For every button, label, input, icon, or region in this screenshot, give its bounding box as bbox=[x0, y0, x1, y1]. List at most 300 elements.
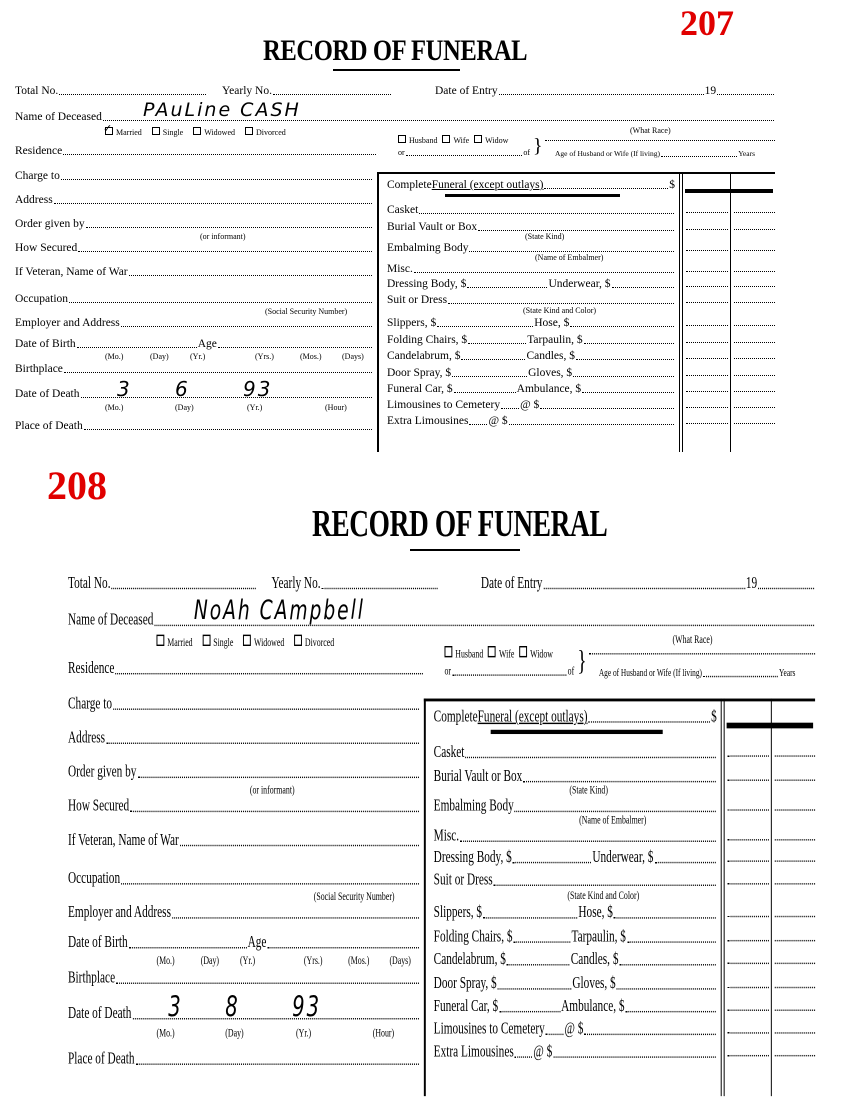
door-gloves-field-leader[interactable] bbox=[617, 988, 716, 989]
casket-field-label: Casket bbox=[433, 743, 465, 762]
limousines-field-leader[interactable] bbox=[546, 1034, 564, 1035]
dressing-underwear-field-leader[interactable] bbox=[612, 287, 674, 288]
occupation-field-leader[interactable] bbox=[121, 883, 419, 884]
spouse-option-label: Wife bbox=[453, 136, 470, 145]
suit-or-dress-field-label: Suit or Dress bbox=[387, 294, 448, 306]
spouse-name-field[interactable] bbox=[444, 662, 574, 680]
total-no-field-label: Total No. bbox=[15, 85, 59, 97]
casket-field[interactable] bbox=[434, 744, 717, 762]
limousines-field-leader[interactable] bbox=[501, 408, 519, 409]
embalming-field[interactable] bbox=[434, 798, 717, 816]
funeral-car-ambulance-field[interactable] bbox=[387, 383, 675, 396]
dressing-underwear-field-leader[interactable] bbox=[513, 862, 592, 863]
spouse-option[interactable] bbox=[398, 135, 437, 145]
order-given-by-field[interactable] bbox=[15, 218, 373, 231]
total-no-field-label: Total No. bbox=[68, 575, 111, 593]
amount-cents-field[interactable] bbox=[734, 391, 775, 392]
casket-field-label: Casket bbox=[387, 204, 419, 216]
amount-dollars-field[interactable] bbox=[686, 250, 728, 251]
amount-dollars-field[interactable] bbox=[728, 883, 769, 884]
marital-status-options bbox=[103, 123, 286, 137]
suit-or-dress-field[interactable] bbox=[434, 872, 717, 890]
handwritten-underline bbox=[445, 194, 620, 197]
marital-option-label: Widowed bbox=[254, 636, 285, 649]
charges-box-left-border bbox=[377, 172, 379, 452]
residence-field-label: Residence bbox=[68, 660, 115, 678]
dollar-sign: $ bbox=[711, 708, 717, 726]
how-secured-field-leader[interactable] bbox=[130, 811, 419, 812]
occupation-field[interactable] bbox=[68, 870, 420, 888]
deceased-name-handwritten: NoAh CAmpbell bbox=[193, 594, 365, 627]
marital-option[interactable] bbox=[152, 127, 183, 137]
death-day-handwritten: 6 bbox=[175, 377, 190, 401]
limousines-field-leader[interactable] bbox=[540, 408, 674, 409]
amount-dollars-field[interactable] bbox=[728, 779, 769, 780]
yearly-no-field-leader[interactable] bbox=[322, 588, 438, 589]
complete-label: Complete bbox=[433, 708, 478, 726]
funeral-car-ambulance-field-leader[interactable] bbox=[499, 1011, 560, 1012]
funeral-car-ambulance-field[interactable] bbox=[434, 998, 717, 1016]
date-of-entry-field-leader[interactable] bbox=[543, 588, 745, 589]
amount-cents-field[interactable] bbox=[775, 883, 815, 884]
spouse-options bbox=[398, 135, 508, 145]
marital-option[interactable] bbox=[294, 635, 334, 649]
place-of-death-field-leader[interactable] bbox=[136, 1063, 419, 1064]
spouse-option-label: Husband bbox=[455, 647, 484, 661]
amount-cents-field[interactable] bbox=[734, 229, 775, 230]
folding-tarpaulin-field-leader[interactable] bbox=[513, 941, 570, 942]
amount-dollars-field[interactable] bbox=[686, 342, 728, 343]
deceased-name-handwritten: PAuLine CASH bbox=[143, 99, 301, 121]
spouse-option[interactable] bbox=[444, 646, 483, 660]
checkbox-icon bbox=[442, 135, 450, 143]
door-gloves-field-leader[interactable] bbox=[573, 376, 674, 377]
marital-option-label: Single bbox=[162, 128, 184, 137]
extra-limousines-field-leader[interactable] bbox=[469, 424, 487, 425]
veteran-field-leader[interactable] bbox=[180, 845, 419, 846]
date-of-death-field[interactable] bbox=[15, 388, 373, 401]
age-of-spouse-field[interactable] bbox=[555, 147, 755, 160]
state-kind-color-caption: (State Kind and Color) bbox=[567, 888, 640, 902]
amount-cents-field[interactable] bbox=[775, 916, 815, 917]
marital-option-label: Married bbox=[116, 128, 142, 137]
years-label: Years bbox=[738, 149, 755, 158]
occupation-field[interactable] bbox=[15, 293, 373, 306]
birthplace-field-label: Birthplace bbox=[15, 363, 63, 375]
total-no-field[interactable] bbox=[15, 85, 207, 98]
checkbox-icon bbox=[294, 635, 302, 646]
address-field[interactable] bbox=[68, 730, 420, 748]
residence-field-leader[interactable] bbox=[63, 154, 376, 155]
how-secured-field-leader[interactable] bbox=[78, 251, 372, 252]
folding-tarpaulin-field-leader[interactable] bbox=[468, 343, 526, 344]
date-of-entry-field-leader[interactable] bbox=[758, 588, 814, 589]
marital-option[interactable] bbox=[243, 635, 284, 649]
birthplace-field[interactable] bbox=[68, 970, 420, 988]
funeral-car-ambulance-field-leader[interactable] bbox=[626, 1011, 716, 1012]
dressing-underwear-field-label: Dressing Body, $ bbox=[433, 849, 512, 867]
date-of-birth-field-leader[interactable] bbox=[267, 947, 419, 948]
charge-to-field-label: Charge to bbox=[15, 170, 60, 182]
extra-limousines-field[interactable] bbox=[434, 1044, 717, 1062]
complete-funeral-field[interactable] bbox=[387, 179, 675, 192]
amount-cents-field[interactable] bbox=[734, 271, 775, 272]
extra-limousines-field-leader[interactable] bbox=[509, 424, 674, 425]
total-no-field-leader[interactable] bbox=[112, 588, 256, 589]
employer-field-leader[interactable] bbox=[121, 326, 372, 327]
folding-tarpaulin-field-label: Tarpaulin, $ bbox=[527, 334, 583, 346]
extra-limousines-field-label: Extra Limousines bbox=[433, 1043, 514, 1061]
amount-cents-field[interactable] bbox=[734, 375, 775, 376]
amount-column-rule bbox=[724, 699, 725, 1097]
charge-to-field-leader[interactable] bbox=[113, 708, 419, 709]
death-unit-caption: (Yr.) bbox=[296, 1026, 312, 1040]
embalming-field[interactable] bbox=[387, 242, 675, 255]
amount-dollars-field[interactable] bbox=[686, 271, 728, 272]
employer-field[interactable] bbox=[68, 904, 420, 922]
amount-dollars-field[interactable] bbox=[728, 1010, 769, 1011]
death-unit-caption: (Mo.) bbox=[105, 403, 124, 412]
veteran-field-leader[interactable] bbox=[129, 275, 372, 276]
amount-column-rule bbox=[679, 172, 680, 452]
residence-field[interactable] bbox=[68, 660, 424, 678]
slippers-hose-field-label: Hose, $ bbox=[578, 904, 613, 922]
marital-option-label: Divorced bbox=[304, 636, 335, 649]
how-secured-field-label: How Secured bbox=[15, 242, 78, 254]
total-no-field[interactable] bbox=[68, 575, 257, 593]
suit-or-dress-field-leader[interactable] bbox=[448, 303, 674, 304]
amount-cents-field[interactable] bbox=[775, 809, 815, 810]
amount-dollars-field[interactable] bbox=[686, 229, 728, 230]
amount-dollars-field[interactable] bbox=[728, 839, 769, 840]
charge-to-field[interactable] bbox=[68, 696, 420, 714]
spouse-option-label: Widow bbox=[530, 647, 553, 661]
age-of-spouse-field[interactable] bbox=[599, 663, 796, 681]
amount-dollars-field[interactable] bbox=[686, 286, 728, 287]
amount-cents-field[interactable] bbox=[734, 325, 775, 326]
misc-field-label: Misc. bbox=[433, 827, 460, 845]
amount-column-rule bbox=[721, 699, 722, 1097]
charges-box-top-border bbox=[377, 172, 775, 174]
funeral-record-207 bbox=[15, 85, 785, 432]
order-given-by-field-leader[interactable] bbox=[137, 777, 419, 778]
spouse-option-label: Wife bbox=[498, 647, 515, 661]
of-label: of bbox=[523, 148, 530, 157]
limousines-field[interactable] bbox=[434, 1021, 717, 1039]
spouse-options bbox=[444, 646, 552, 660]
death-year-handwritten: 93 bbox=[292, 989, 322, 1024]
address-field[interactable] bbox=[15, 194, 373, 207]
checkbox-icon bbox=[103, 123, 113, 135]
yearly-no-field[interactable] bbox=[222, 85, 392, 98]
candelabrum-candles-field[interactable] bbox=[434, 951, 717, 969]
date-of-death-field[interactable] bbox=[68, 1005, 420, 1023]
amount-cents-field[interactable] bbox=[775, 987, 815, 988]
burial-vault-field-label: Burial Vault or Box bbox=[433, 768, 523, 786]
extra-limousines-field-leader[interactable] bbox=[553, 1056, 716, 1057]
dressing-underwear-field[interactable] bbox=[387, 278, 675, 291]
amount-cents-field[interactable] bbox=[775, 963, 815, 964]
ssn-caption: (Social Security Number) bbox=[265, 307, 348, 316]
complete-leader bbox=[588, 721, 710, 722]
casket-field[interactable] bbox=[387, 204, 675, 217]
amount-dollars-field[interactable] bbox=[686, 423, 728, 424]
date-of-entry-field[interactable] bbox=[481, 575, 815, 593]
amount-cents-field[interactable] bbox=[734, 302, 775, 303]
funeral-except-outlays-label: Funeral (except outlays) bbox=[477, 708, 588, 726]
yearly-no-field[interactable] bbox=[271, 575, 438, 593]
amount-cents-field[interactable] bbox=[775, 1055, 815, 1056]
how-secured-field[interactable] bbox=[68, 798, 420, 816]
record-title: RECORD OF FUNERAL bbox=[312, 503, 608, 545]
spouse-option[interactable] bbox=[474, 135, 508, 145]
amount-dollars-field[interactable] bbox=[728, 940, 769, 941]
address-field-leader[interactable] bbox=[106, 743, 419, 744]
birth-unit-caption: (Mo.) bbox=[156, 954, 175, 967]
or-informant-caption: (or informant) bbox=[200, 232, 246, 241]
extra-limousines-field-leader[interactable] bbox=[515, 1056, 533, 1057]
place-of-death-field[interactable] bbox=[68, 1051, 420, 1069]
date-of-birth-field-label: Age bbox=[197, 338, 217, 350]
amount-cents-field[interactable] bbox=[775, 839, 815, 840]
date-of-entry-field-leader[interactable] bbox=[499, 94, 704, 95]
charge-to-field[interactable] bbox=[15, 170, 373, 183]
limousines-field-leader[interactable] bbox=[584, 1034, 715, 1035]
name-of-deceased-field[interactable] bbox=[68, 612, 815, 630]
name-of-deceased-field[interactable] bbox=[15, 111, 775, 124]
slippers-hose-field[interactable] bbox=[434, 904, 717, 922]
amount-dollars-field[interactable] bbox=[686, 407, 728, 408]
spouse-option[interactable] bbox=[519, 646, 553, 660]
charge-to-field-label: Charge to bbox=[68, 695, 113, 713]
amount-dollars-field[interactable] bbox=[686, 212, 728, 213]
extra-limousines-field-label: @ $ bbox=[533, 1043, 553, 1061]
or-informant-caption: (or informant) bbox=[249, 783, 295, 797]
age-leader bbox=[703, 676, 778, 677]
burial-vault-field-leader[interactable] bbox=[523, 781, 715, 782]
total-bar bbox=[685, 189, 773, 193]
amount-dollars-field[interactable] bbox=[686, 302, 728, 303]
dressing-underwear-field[interactable] bbox=[434, 849, 717, 867]
birthplace-field-leader[interactable] bbox=[116, 983, 419, 984]
veteran-field-label: If Veteran, Name of War bbox=[15, 266, 128, 278]
checkbox-icon bbox=[398, 135, 406, 143]
marital-option-label: Single bbox=[213, 636, 234, 649]
birthplace-field[interactable] bbox=[15, 363, 373, 376]
place-of-death-field[interactable] bbox=[15, 420, 373, 433]
amount-dollars-field[interactable] bbox=[686, 375, 728, 376]
yearly-no-field-leader[interactable] bbox=[273, 94, 391, 95]
door-gloves-field[interactable] bbox=[387, 367, 675, 380]
birth-unit-caption: (Days) bbox=[342, 352, 364, 361]
marital-option[interactable] bbox=[202, 635, 233, 649]
burial-vault-field-label: Burial Vault or Box bbox=[387, 221, 478, 233]
complete-label: Complete bbox=[387, 179, 432, 191]
date-of-birth-field-label: Date of Birth bbox=[15, 338, 76, 350]
folding-tarpaulin-field-leader[interactable] bbox=[627, 941, 716, 942]
amount-dollars-field[interactable] bbox=[686, 325, 728, 326]
amount-dollars-field[interactable] bbox=[728, 963, 769, 964]
marital-option[interactable] bbox=[245, 127, 286, 137]
employer-field[interactable] bbox=[15, 317, 373, 330]
amount-cents-field[interactable] bbox=[775, 1010, 815, 1011]
death-unit-caption: (Hour) bbox=[325, 403, 347, 412]
name-of-embalmer-caption: (Name of Embalmer) bbox=[535, 253, 604, 262]
funeral-car-ambulance-field-label: Ambulance, $ bbox=[561, 998, 625, 1016]
door-gloves-field-leader[interactable] bbox=[498, 988, 572, 989]
misc-field-leader[interactable] bbox=[460, 841, 716, 842]
checkbox-icon bbox=[193, 127, 201, 135]
date-of-birth-field[interactable] bbox=[15, 338, 373, 351]
marital-option[interactable] bbox=[156, 635, 192, 649]
date-of-birth-field-label: Date of Birth bbox=[68, 934, 128, 952]
spouse-option[interactable] bbox=[488, 646, 514, 660]
funeral-car-ambulance-field-leader[interactable] bbox=[454, 392, 516, 393]
amount-cents-field[interactable] bbox=[734, 212, 775, 213]
door-gloves-field-leader[interactable] bbox=[452, 376, 527, 377]
checkbox-icon bbox=[488, 646, 496, 657]
marital-option[interactable] bbox=[193, 127, 235, 137]
amount-cents-field[interactable] bbox=[734, 407, 775, 408]
death-day-handwritten: 8 bbox=[225, 989, 240, 1024]
amount-dollars-field[interactable] bbox=[728, 1032, 769, 1033]
date-of-entry-field-label: 19 bbox=[745, 575, 758, 593]
amount-cents-field[interactable] bbox=[734, 250, 775, 251]
occupation-field-leader[interactable] bbox=[69, 302, 372, 303]
door-gloves-field-label: Gloves, $ bbox=[528, 367, 573, 379]
candelabrum-candles-field-leader[interactable] bbox=[507, 964, 570, 965]
slippers-hose-field[interactable] bbox=[387, 317, 675, 330]
address-field-leader[interactable] bbox=[54, 203, 372, 204]
what-race-caption: (What Race) bbox=[672, 633, 713, 646]
complete-funeral-field[interactable] bbox=[434, 708, 717, 726]
misc-field[interactable] bbox=[387, 263, 675, 276]
burial-vault-field-leader[interactable] bbox=[478, 230, 674, 231]
employer-field-leader[interactable] bbox=[172, 917, 419, 918]
candelabrum-candles-field-leader[interactable] bbox=[576, 359, 674, 360]
total-no-field-leader[interactable] bbox=[59, 94, 206, 95]
embalming-field-leader[interactable] bbox=[515, 811, 716, 812]
birthplace-field-leader[interactable] bbox=[64, 372, 372, 373]
amount-cents-field[interactable] bbox=[775, 779, 815, 780]
date-of-birth-field[interactable] bbox=[68, 934, 420, 952]
amount-dollars-field[interactable] bbox=[728, 860, 769, 861]
embalming-field-leader[interactable] bbox=[469, 251, 674, 252]
occupation-field-label: Occupation bbox=[68, 870, 121, 888]
extra-limousines-field[interactable] bbox=[387, 415, 675, 428]
date-of-entry-field-label: Date of Entry bbox=[435, 85, 498, 97]
candelabrum-candles-field-leader[interactable] bbox=[619, 964, 715, 965]
limousines-field[interactable] bbox=[387, 399, 675, 412]
charges-box-top-border bbox=[424, 699, 815, 702]
veteran-field[interactable] bbox=[15, 266, 373, 279]
order-given-by-field-leader[interactable] bbox=[86, 227, 372, 228]
title-underline bbox=[410, 549, 520, 551]
candelabrum-candles-field-label: Candles, $ bbox=[526, 350, 576, 362]
veteran-field[interactable] bbox=[68, 832, 420, 850]
amount-dollars-field[interactable] bbox=[728, 1055, 769, 1056]
date-of-entry-field[interactable] bbox=[435, 85, 775, 98]
amount-dollars-field[interactable] bbox=[728, 809, 769, 810]
slippers-hose-field-leader[interactable] bbox=[614, 917, 716, 918]
casket-field-leader[interactable] bbox=[465, 757, 715, 758]
amount-cents-field[interactable] bbox=[734, 358, 775, 359]
dressing-underwear-field-leader[interactable] bbox=[654, 862, 715, 863]
date-of-entry-field-leader[interactable] bbox=[717, 94, 774, 95]
birth-unit-caption: (Mo.) bbox=[105, 352, 124, 361]
misc-field-leader[interactable] bbox=[414, 272, 674, 273]
order-given-by-field[interactable] bbox=[68, 764, 420, 782]
race-field[interactable] bbox=[589, 653, 815, 654]
amount-dollars-field[interactable] bbox=[686, 391, 728, 392]
misc-field[interactable] bbox=[434, 828, 717, 846]
amount-cents-field[interactable] bbox=[775, 1032, 815, 1033]
checkbox-icon bbox=[202, 635, 210, 646]
candelabrum-candles-field[interactable] bbox=[387, 350, 675, 363]
amount-dollars-field[interactable] bbox=[728, 987, 769, 988]
candelabrum-candles-field-leader[interactable] bbox=[461, 359, 525, 360]
date-of-birth-field-leader[interactable] bbox=[129, 947, 247, 948]
casket-field-leader[interactable] bbox=[419, 213, 674, 214]
door-gloves-field[interactable] bbox=[434, 975, 717, 993]
spouse-option-label: Widow bbox=[485, 136, 509, 145]
funeral-car-ambulance-field-leader[interactable] bbox=[582, 392, 674, 393]
amount-dollars-field[interactable] bbox=[728, 916, 769, 917]
amount-cents-field[interactable] bbox=[775, 755, 815, 756]
date-of-birth-field-leader[interactable] bbox=[77, 347, 197, 348]
birth-unit-caption: (Yr.) bbox=[190, 352, 206, 361]
marital-option[interactable] bbox=[103, 123, 142, 137]
folding-tarpaulin-field[interactable] bbox=[434, 929, 717, 947]
amount-cents-field[interactable] bbox=[775, 940, 815, 941]
place-of-death-field-leader[interactable] bbox=[84, 429, 372, 430]
amount-dollars-field[interactable] bbox=[728, 755, 769, 756]
extra-limousines-field-label: Extra Limousines bbox=[387, 415, 469, 427]
folding-tarpaulin-field-leader[interactable] bbox=[584, 343, 674, 344]
spouse-name-field[interactable] bbox=[398, 146, 530, 159]
slippers-hose-field-leader[interactable] bbox=[570, 326, 674, 327]
address-field-label: Address bbox=[68, 729, 106, 747]
charge-to-field-leader[interactable] bbox=[61, 179, 372, 180]
funeral-car-ambulance-field-label: Funeral Car, $ bbox=[433, 998, 499, 1016]
residence-field-leader[interactable] bbox=[115, 673, 422, 674]
amount-cents-field[interactable] bbox=[734, 286, 775, 287]
suit-or-dress-field-leader[interactable] bbox=[494, 885, 716, 886]
spouse-option[interactable] bbox=[442, 135, 469, 145]
name-of-deceased-field-label: Name of Deceased bbox=[15, 111, 102, 123]
amount-cents-field[interactable] bbox=[734, 342, 775, 343]
age-of-spouse-label: Age of Husband or Wife (If living) bbox=[598, 665, 702, 679]
amount-cents-field[interactable] bbox=[734, 423, 775, 424]
what-race-caption: (What Race) bbox=[630, 126, 671, 135]
checkbox-icon bbox=[156, 635, 164, 646]
folding-tarpaulin-field[interactable] bbox=[387, 334, 675, 347]
limousines-field-label: Limousines to Cemetery bbox=[433, 1020, 545, 1038]
slippers-hose-field-leader[interactable] bbox=[483, 917, 577, 918]
dressing-underwear-field-leader[interactable] bbox=[467, 287, 547, 288]
slippers-hose-field-label: Slippers, $ bbox=[433, 904, 483, 922]
or-label: or bbox=[398, 148, 405, 157]
slippers-hose-field-leader[interactable] bbox=[437, 326, 533, 327]
funeral-car-ambulance-field-label: Funeral Car, $ bbox=[387, 383, 453, 395]
residence-field[interactable] bbox=[15, 145, 377, 158]
amount-cents-field[interactable] bbox=[775, 860, 815, 861]
date-of-birth-field-leader[interactable] bbox=[218, 347, 372, 348]
how-secured-field[interactable] bbox=[15, 242, 373, 255]
race-field[interactable] bbox=[545, 140, 775, 141]
limousines-field-label: @ $ bbox=[564, 1020, 584, 1038]
amount-dollars-field[interactable] bbox=[686, 358, 728, 359]
